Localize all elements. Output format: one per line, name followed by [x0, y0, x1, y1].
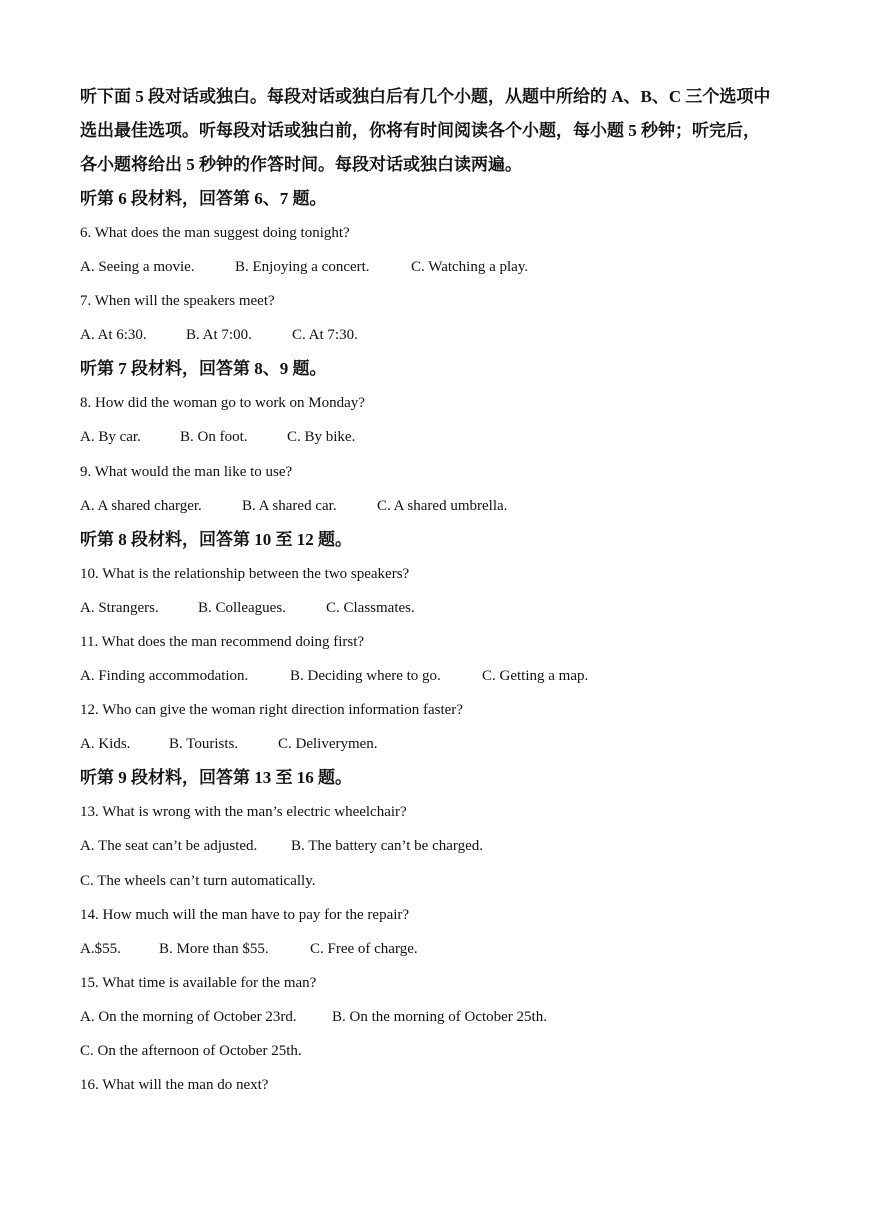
option-a: A. Seeing a movie.	[80, 259, 195, 275]
question-14: 14. How much will the man have to pay for the repair?	[80, 906, 410, 923]
question-11: 11. What does the man recommend doing first?	[80, 633, 365, 650]
options-13-continued	[80, 864, 800, 898]
option-b: B. On the morning of October 25th.	[332, 1008, 547, 1025]
option-c: C. Deliverymen.	[278, 736, 378, 753]
question-15: 15. What time is available for the man?	[80, 974, 317, 991]
section-heading-7: 听第 7 段材料，回答第 8、9 题。	[80, 359, 327, 379]
options-7	[80, 318, 800, 352]
question-13: 13. What is wrong with the man’s electric wheelchair?	[80, 804, 407, 821]
option-c: C. On the afternoon of October 25th.	[80, 1043, 302, 1060]
options-11	[80, 659, 800, 693]
option-c: C. By bike.	[287, 429, 356, 446]
option-c: C. At 7:30.	[292, 327, 358, 344]
question-7: 7. When will the speakers meet?	[80, 293, 275, 310]
instructions-line: 各小题将给出 5 秒钟的作答时间。每段对话或独白读两遍。	[80, 155, 522, 174]
option-a: A. By car.	[80, 429, 141, 446]
options-9	[80, 489, 800, 523]
section-heading-6: 听第 6 段材料，回答第 6、7 题。	[80, 189, 327, 208]
option-b: B. On foot.	[180, 429, 248, 446]
options-12	[80, 727, 800, 761]
option-b: B. The battery can’t be charged.	[291, 838, 484, 855]
option-b: B. More than $55.	[159, 940, 269, 957]
option-c: C. Classmates.	[326, 599, 415, 616]
options-6	[80, 250, 800, 284]
options-8	[80, 420, 800, 454]
option-a: A.$55.	[80, 940, 121, 957]
section-heading-9: 听第 9 段材料，回答第 13 至 16 题。	[80, 768, 352, 788]
option-b: B. Tourists.	[169, 736, 239, 753]
options-15-continued	[80, 1034, 800, 1068]
option-a: A. Kids.	[80, 736, 131, 753]
instructions-line: 听下面 5 段对话或独白。每段对话或独白后有几个小题，从题中所给的 A、B、C 三个选项中	[80, 87, 771, 106]
question-9: 9. What would the man like to use?	[80, 463, 293, 480]
question-12: 12. Who can give the woman right direction information faster?	[80, 702, 463, 719]
option-c: C. The wheels can’t turn automatically.	[80, 872, 316, 889]
listening-instructions	[80, 80, 800, 182]
question-10: 10. What is the relationship between the two speakers?	[80, 565, 410, 582]
option-b: B. Colleagues.	[198, 599, 286, 616]
question-16: 16. What will the man do next?	[80, 1077, 269, 1094]
option-a: A. Finding accommodation.	[80, 667, 249, 684]
options-10	[80, 591, 800, 625]
option-a: A. A shared charger.	[80, 497, 202, 514]
options-15	[80, 1000, 800, 1034]
option-a: A. The seat can’t be adjusted.	[80, 838, 258, 855]
exam-page	[80, 80, 800, 1102]
section-heading-8: 听第 8 段材料，回答第 10 至 12 题。	[80, 529, 352, 549]
options-13	[80, 829, 800, 863]
option-a: A. Strangers.	[80, 599, 159, 616]
option-c: C. Getting a map.	[482, 667, 589, 684]
question-8: 8. How did the woman go to work on Monday?	[80, 395, 365, 412]
question-6: 6. What does the man suggest doing tonight?	[80, 225, 350, 241]
options-14	[80, 932, 800, 966]
option-c: C. A shared umbrella.	[377, 497, 508, 514]
option-c: C. Watching a play.	[411, 259, 529, 275]
option-b: B. Enjoying a concert.	[235, 259, 370, 275]
option-b: B. A shared car.	[242, 497, 337, 514]
option-a: A. At 6:30.	[80, 327, 147, 344]
option-b: B. Deciding where to go.	[290, 667, 441, 684]
instructions-line: 选出最佳选项。听每段对话或独白前，你将有时间阅读各个小题，每小题 5 秒钟；听完后，	[80, 121, 760, 140]
option-a: A. On the morning of October 23rd.	[80, 1008, 297, 1025]
option-b: B. At 7:00.	[186, 327, 252, 344]
option-c: C. Free of charge.	[310, 940, 418, 957]
